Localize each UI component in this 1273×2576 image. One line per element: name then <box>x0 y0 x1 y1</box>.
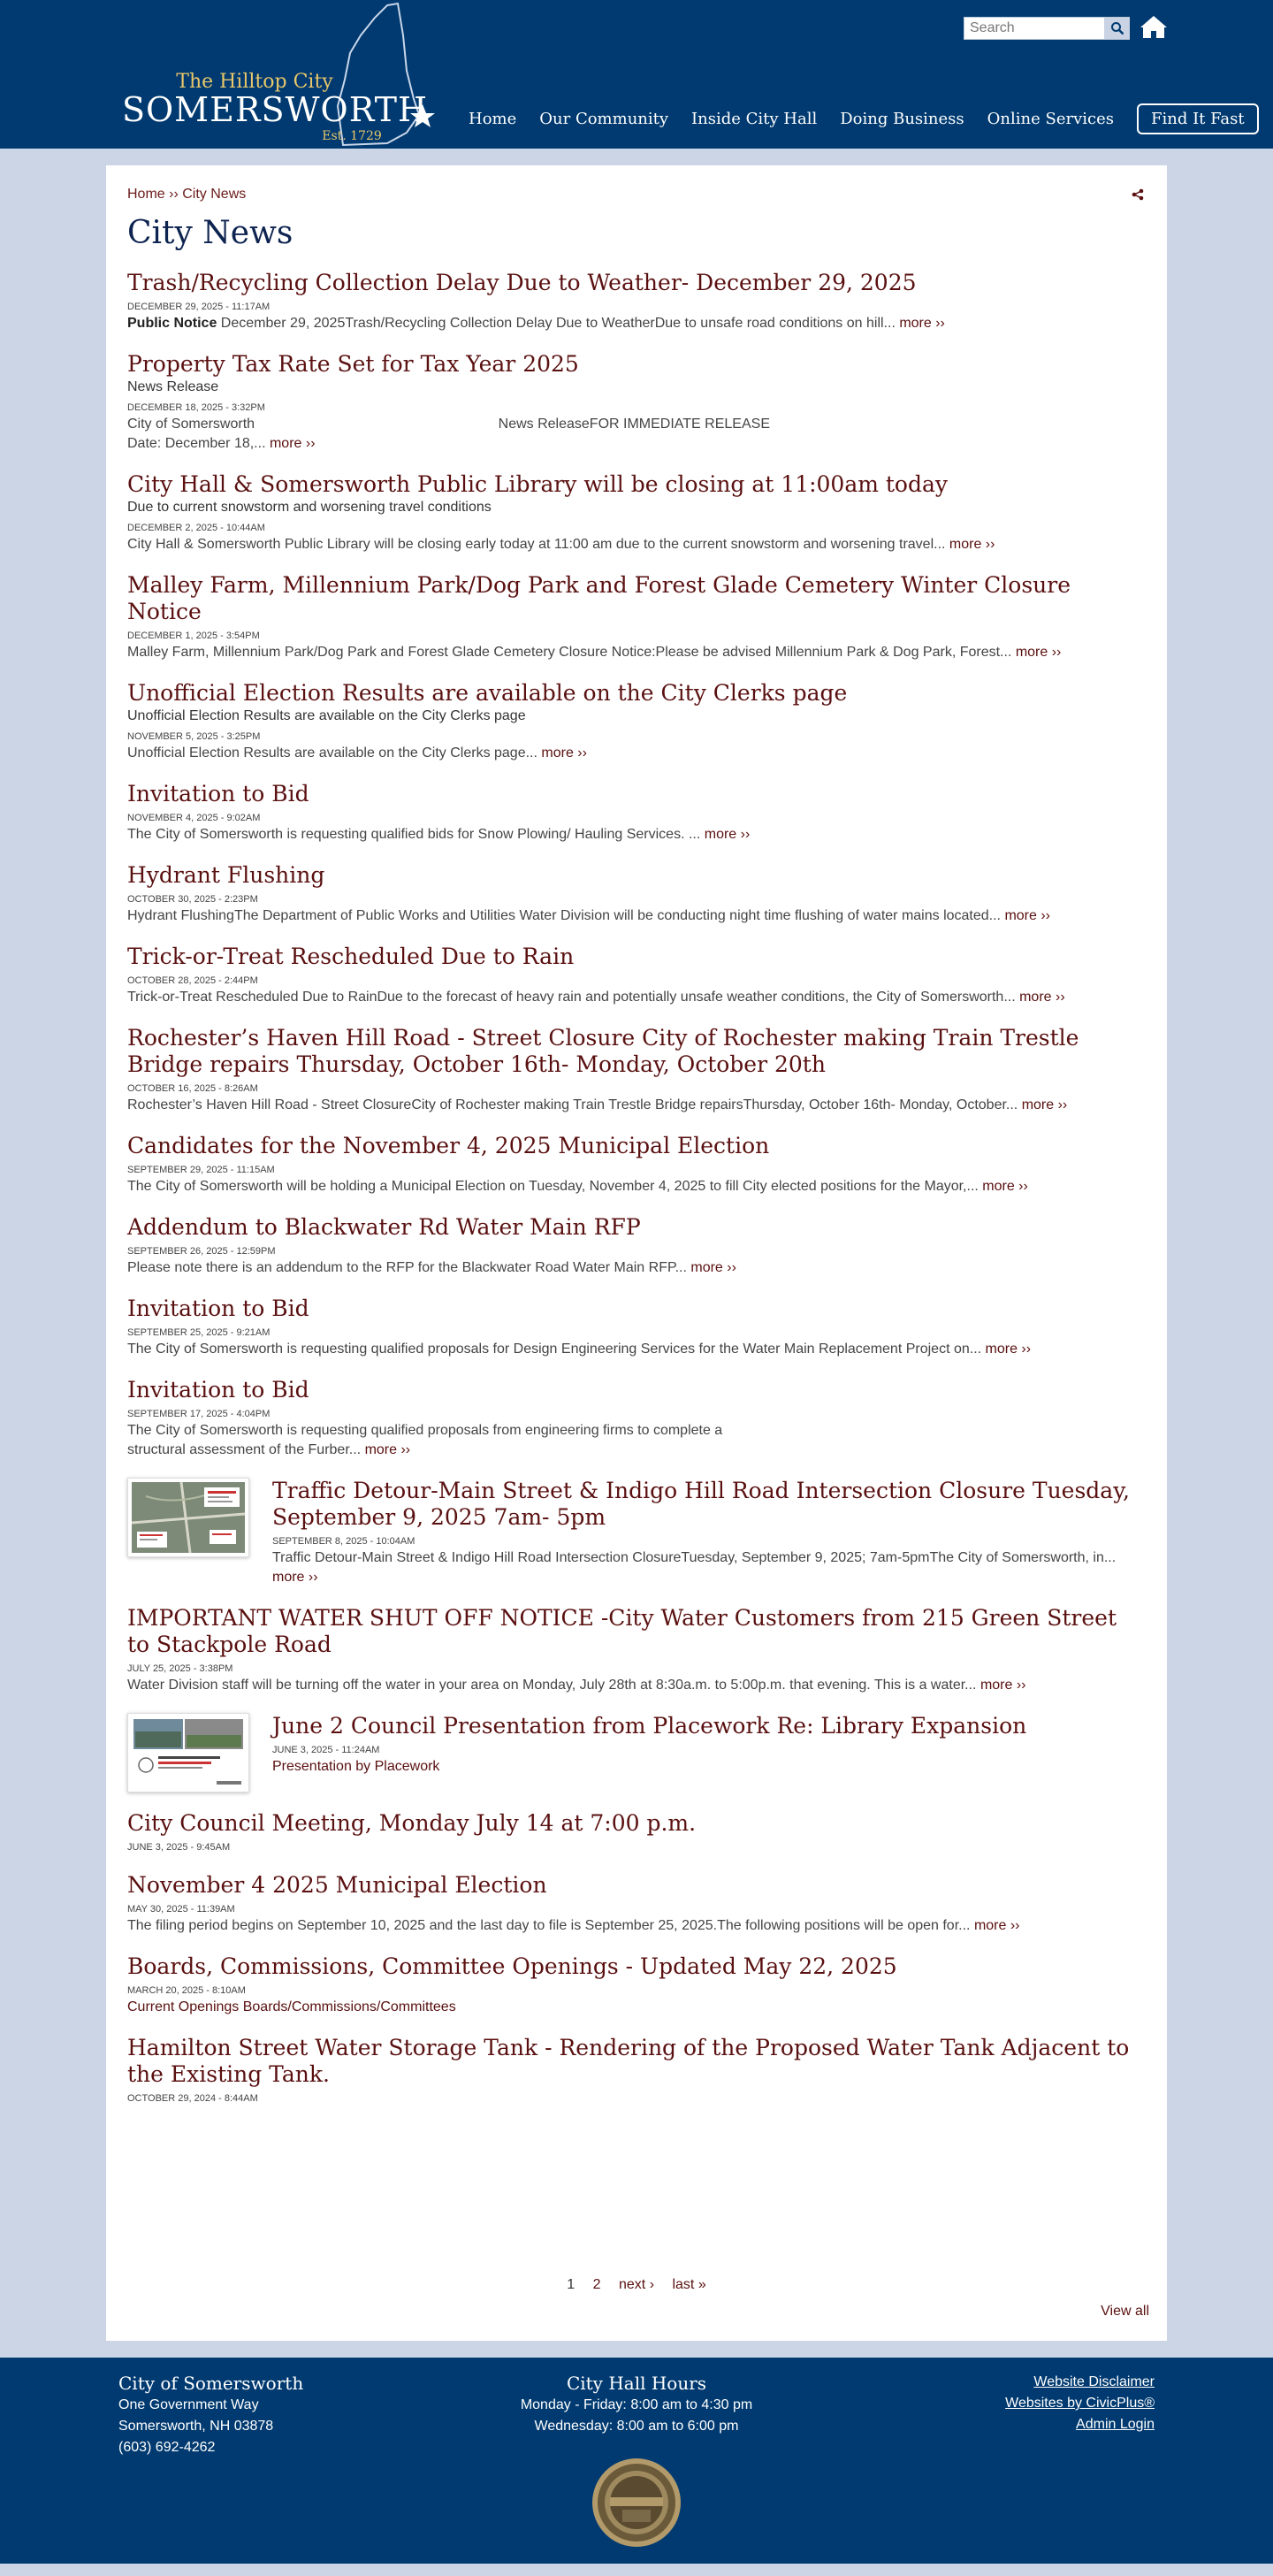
news-summary: The City of Somersworth is requesting qualified proposals from engineering firms to complete a <box>127 1423 723 1438</box>
website-disclaimer-link[interactable]: Website Disclaimer <box>1033 2374 1155 2389</box>
news-summary <box>127 988 1144 1007</box>
news-item <box>127 270 1144 333</box>
news-summary-text: Malley Farm, Millennium Park/Dog Park and Forest Glade Cemetery Closure Notice:Please be advised Millennium Park & Dog Park, Forest... <box>127 645 1016 660</box>
news-summary-text: December 29, 2025Trash/Recycling Collection Delay Due to WeatherDue to unsafe road conditions on hill... <box>217 316 900 331</box>
news-date: DECEMBER 1, 2025 - 3:54PM <box>127 631 260 641</box>
news-title[interactable]: Property Tax Rate Set for Tax Year 2025 <box>127 351 579 377</box>
more-link[interactable]: more ›› <box>949 537 995 552</box>
breadcrumb <box>127 187 246 203</box>
nav-home[interactable]: Home <box>469 109 517 128</box>
news-item <box>127 1296 1144 1359</box>
news-summary-text: Trick-or-Treat Rescheduled Due to RainDue to the forecast of heavy rain and potentially unsafe weather conditions, the City of Somersworth... <box>127 990 1020 1005</box>
news-summary-text: The City of Somersworth is requesting qualified bids for Snow Plowing/ Hauling Services. ... <box>127 827 705 842</box>
nav-doing-business[interactable]: Doing Business <box>840 109 964 128</box>
news-title[interactable]: Hydrant Flushing <box>127 862 325 888</box>
footer-hours-wednesday: Wednesday: 8:00 am to 6:00 pm <box>534 2419 739 2434</box>
news-date: MARCH 20, 2025 - 8:10AM <box>127 1985 246 1996</box>
news-list <box>127 270 1144 2123</box>
more-link[interactable]: more ›› <box>982 1179 1028 1194</box>
news-document-link[interactable]: Presentation by Placework <box>272 1759 440 1774</box>
news-summary-label: Public Notice <box>127 316 217 331</box>
news-summary-text: structural assessment of the Furber... <box>127 1442 365 1457</box>
news-title[interactable]: Unofficial Election Results are available on the City Clerks page <box>127 680 848 706</box>
news-summary-text: Water Division staff will be turning off the water in your area on Monday, July 28th at 8:30a.m. to 5:00p.m. that evening. This is a water... <box>127 1678 980 1693</box>
news-summary <box>127 314 1144 333</box>
city-seal-icon <box>591 2457 682 2549</box>
pager-page-2[interactable]: 2 <box>592 2277 601 2292</box>
footer-hours-weekday: Monday - Friday: 8:00 am to 4:30 pm <box>520 2397 753 2412</box>
news-summary <box>127 1340 1144 1359</box>
news-item <box>127 1478 1144 1587</box>
news-date: NOVEMBER 4, 2025 - 9:02AM <box>127 813 261 823</box>
search-icon <box>1110 21 1124 35</box>
news-date: SEPTEMBER 26, 2025 - 12:59PM <box>127 1246 276 1257</box>
news-date: SEPTEMBER 8, 2025 - 10:04AM <box>272 1536 415 1547</box>
logo-est: Est. 1729 <box>322 129 382 143</box>
news-subtitle: Due to current snowstorm and worsening travel conditions <box>127 500 492 515</box>
city-logo[interactable] <box>122 0 440 149</box>
news-summary <box>127 1096 1144 1115</box>
news-subtitle: Unofficial Election Results are available on the City Clerks page <box>127 708 526 723</box>
news-item <box>127 1377 1144 1460</box>
news-date: OCTOBER 28, 2025 - 2:44PM <box>127 975 258 986</box>
pagination <box>106 2277 1167 2293</box>
main-nav <box>469 103 1259 134</box>
news-item <box>127 1605 1144 1695</box>
news-summary <box>127 1916 1144 1936</box>
news-title[interactable]: City Hall & Somersworth Public Library will be closing at 11:00am today <box>127 471 949 497</box>
more-link[interactable]: more ›› <box>704 827 751 842</box>
news-summary <box>127 906 1144 926</box>
news-summary <box>127 1441 1144 1460</box>
news-summary: City of Somersworth News ReleaseFOR IMMEDIATE RELEASE <box>127 417 770 432</box>
city-seal <box>591 2457 682 2553</box>
site-header <box>0 0 1273 149</box>
news-item <box>127 862 1144 926</box>
footer-phone: (603) 692-4262 <box>118 2440 216 2455</box>
news-item <box>127 1872 1144 1936</box>
pager-current-page: 1 <box>567 2277 576 2292</box>
news-item <box>127 944 1144 1007</box>
logo-name: SOMERSWORTH <box>122 90 429 129</box>
news-title[interactable]: Hamilton Street Water Storage Tank - Rendering of the Proposed Water Tank Adjacent to the Existing Tank. <box>127 2035 1130 2087</box>
news-date: JUNE 3, 2025 - 9:45AM <box>127 1842 231 1853</box>
civicplus-link[interactable]: Websites by CivicPlus® <box>1005 2396 1155 2411</box>
news-summary <box>127 1676 1144 1695</box>
news-thumbnail-document[interactable] <box>127 1713 249 1792</box>
news-summary-text: Unofficial Election Results are available on the City Clerks page... <box>127 745 542 761</box>
more-link[interactable]: more ›› <box>899 316 945 331</box>
news-title[interactable]: Candidates for the November 4, 2025 Municipal Election <box>127 1133 770 1158</box>
news-item <box>127 1713 1144 1792</box>
find-it-fast-button[interactable]: Find It Fast <box>1137 103 1259 134</box>
news-summary-text: Hydrant FlushingThe Department of Public Works and Utilities Water Division will be conducting night time flushing of water mains located... <box>127 908 1005 923</box>
news-title[interactable]: Invitation to Bid <box>127 781 309 806</box>
news-date: DECEMBER 2, 2025 - 10:44AM <box>127 523 265 533</box>
news-summary-text: Traffic Detour-Main Street & Indigo Hill Road Intersection ClosureTuesday, September 9, 2025; 7am-5pmThe City of Somersworth, in... <box>272 1550 1117 1565</box>
more-link[interactable]: more ›› <box>973 1918 1020 1933</box>
footer-city-name: City of Somersworth <box>118 2373 304 2394</box>
share-icon <box>1132 188 1144 201</box>
logo-tagline: The Hilltop City <box>176 71 333 93</box>
document-thumbnail-icon <box>128 1714 248 1792</box>
footer-address-line2: Somersworth, NH 03878 <box>118 2419 274 2434</box>
news-date: DECEMBER 29, 2025 - 11:17AM <box>127 302 271 312</box>
news-summary-text: Rochester’s Haven Hill Road - Street ClosureCity of Rochester making Train Trestle Bridge repairsThursday, October 16th- Monday, October... <box>127 1097 1022 1112</box>
view-all-link[interactable]: View all <box>1101 2304 1149 2319</box>
news-summary-text: Please note there is an addendum to the RFP for the Blackwater Road Water Main RFP... <box>127 1260 691 1275</box>
news-title[interactable]: City Council Meeting, Monday July 14 at 7:00 p.m. <box>127 1810 697 1836</box>
news-summary <box>127 825 1144 845</box>
news-summary <box>272 1548 1144 1587</box>
more-link[interactable]: more ›› <box>1019 990 1065 1005</box>
more-link[interactable]: more ›› <box>1004 908 1050 923</box>
news-summary <box>127 643 1144 662</box>
news-date: OCTOBER 30, 2025 - 2:23PM <box>127 894 258 905</box>
news-date: DECEMBER 18, 2025 - 3:32PM <box>127 402 265 413</box>
news-date: SEPTEMBER 17, 2025 - 4:04PM <box>127 1409 271 1419</box>
news-summary <box>127 1258 1144 1278</box>
news-summary <box>127 744 1144 763</box>
news-summary-text: The City of Somersworth will be holding a Municipal Election on Tuesday, November 4, 2025 to fill City elected positions for the Mayor,... <box>127 1179 983 1194</box>
pager-last[interactable]: last » <box>672 2277 706 2292</box>
news-item <box>127 1025 1144 1115</box>
news-date: JUNE 3, 2025 - 11:24AM <box>272 1745 380 1755</box>
share-button[interactable] <box>1132 188 1144 205</box>
news-summary <box>127 535 1144 554</box>
news-thumbnail-map[interactable] <box>127 1478 249 1557</box>
more-link[interactable]: more ›› <box>1015 645 1062 660</box>
pager-next[interactable]: next › <box>619 2277 655 2292</box>
home-icon <box>1140 14 1168 39</box>
news-title[interactable]: Trash/Recycling Collection Delay Due to Weather- December 29, 2025 <box>127 270 917 295</box>
news-title[interactable]: Traffic Detour-Main Street & Indigo Hill Road Intersection Closure Tuesday, September 9, 2025 7am- 5pm <box>272 1478 1130 1530</box>
page-title: City News <box>127 215 293 251</box>
more-link[interactable]: more ›› <box>269 436 316 451</box>
news-title[interactable]: IMPORTANT WATER SHUT OFF NOTICE -City Water Customers from 215 Green Street to Stackpole Road <box>127 1605 1117 1657</box>
more-link[interactable]: more ›› <box>364 1442 411 1457</box>
news-date: JULY 25, 2025 - 3:38PM <box>127 1663 233 1674</box>
more-link[interactable]: more ›› <box>690 1260 736 1275</box>
news-item <box>127 471 1144 554</box>
breadcrumb-separator: ›› <box>169 187 179 202</box>
news-title[interactable]: Rochester’s Haven Hill Road - Street Closure City of Rochester making Train Trestle Bridge repairs Thursday, October 16th- Monday, October 20th <box>127 1025 1079 1077</box>
search-button[interactable] <box>1104 18 1130 39</box>
news-date: SEPTEMBER 29, 2025 - 11:15AM <box>127 1165 275 1175</box>
news-item <box>127 680 1144 763</box>
news-summary-text: City Hall & Somersworth Public Library will be closing early today at 11:00 am due to the current snowstorm and worsening travel... <box>127 537 949 552</box>
news-date: NOVEMBER 5, 2025 - 3:25PM <box>127 731 261 742</box>
news-item <box>127 781 1144 845</box>
site-footer <box>0 2358 1273 2564</box>
nav-our-community[interactable]: Our Community <box>539 109 669 128</box>
news-date: SEPTEMBER 25, 2025 - 9:21AM <box>127 1327 271 1338</box>
footer-contact <box>118 2372 303 2458</box>
news-summary <box>127 434 1144 454</box>
search-box <box>964 17 1130 40</box>
news-date: OCTOBER 29, 2024 - 8:44AM <box>127 2093 258 2104</box>
news-item <box>127 572 1144 662</box>
news-summary-text: Date: December 18,... <box>127 436 270 451</box>
more-link[interactable]: more ›› <box>1021 1097 1068 1112</box>
news-title[interactable]: Trick-or-Treat Rescheduled Due to Rain <box>127 944 575 969</box>
news-date: MAY 30, 2025 - 11:39AM <box>127 1904 235 1915</box>
home-button[interactable] <box>1139 12 1169 41</box>
news-summary-text: The filing period begins on September 10, 2025 and the last day to file is September 25, 2025.The following positions will be open for... <box>127 1918 974 1933</box>
more-link[interactable]: more ›› <box>541 745 587 761</box>
news-subtitle: News Release <box>127 379 219 394</box>
page-bottom-strip <box>0 2564 1273 2576</box>
breadcrumb-home[interactable]: Home <box>127 187 165 202</box>
footer-address-line1: One Government Way <box>118 2397 259 2412</box>
breadcrumb-current[interactable]: City News <box>182 187 247 202</box>
news-item <box>127 1133 1144 1196</box>
content-card <box>106 165 1167 2341</box>
news-item <box>127 1214 1144 1278</box>
news-title[interactable]: Invitation to Bid <box>127 1377 309 1403</box>
admin-login-link[interactable]: Admin Login <box>1076 2417 1155 2432</box>
news-document-link[interactable]: Current Openings Boards/Commissions/Committees <box>127 1999 456 2014</box>
footer-hours-title: City Hall Hours <box>566 2373 707 2394</box>
news-title[interactable]: Boards, Commissions, Committee Openings - Updated May 22, 2025 <box>127 1953 897 1979</box>
search-input[interactable] <box>964 18 1104 39</box>
news-date: OCTOBER 16, 2025 - 8:26AM <box>127 1083 258 1094</box>
more-link[interactable]: more ›› <box>980 1678 1026 1693</box>
news-title[interactable]: November 4 2025 Municipal Election <box>127 1872 547 1898</box>
more-link[interactable]: more ›› <box>272 1570 318 1585</box>
news-summary <box>127 1177 1144 1196</box>
footer-hours <box>477 2372 796 2437</box>
news-item <box>127 2035 1144 2106</box>
nav-online-services[interactable]: Online Services <box>987 109 1114 128</box>
news-summary-text: The City of Somersworth is requesting qualified proposals for Design Engineering Services for the Water Main Replacement Project on... <box>127 1342 986 1357</box>
news-title[interactable]: Malley Farm, Millennium Park/Dog Park and Forest Glade Cemetery Winter Closure Notice <box>127 572 1071 624</box>
footer-links <box>937 2372 1155 2435</box>
news-title[interactable]: Addendum to Blackwater Rd Water Main RFP <box>127 1214 641 1240</box>
news-item <box>127 351 1144 454</box>
news-title[interactable]: June 2 Council Presentation from Placework Re: Library Expansion <box>272 1713 1027 1739</box>
news-item <box>127 1953 1144 2017</box>
news-item <box>127 1810 1144 1854</box>
news-title[interactable]: Invitation to Bid <box>127 1296 309 1321</box>
nav-inside-city-hall[interactable]: Inside City Hall <box>691 109 818 128</box>
more-link[interactable]: more ›› <box>985 1342 1032 1357</box>
map-thumbnail-icon <box>128 1479 248 1556</box>
